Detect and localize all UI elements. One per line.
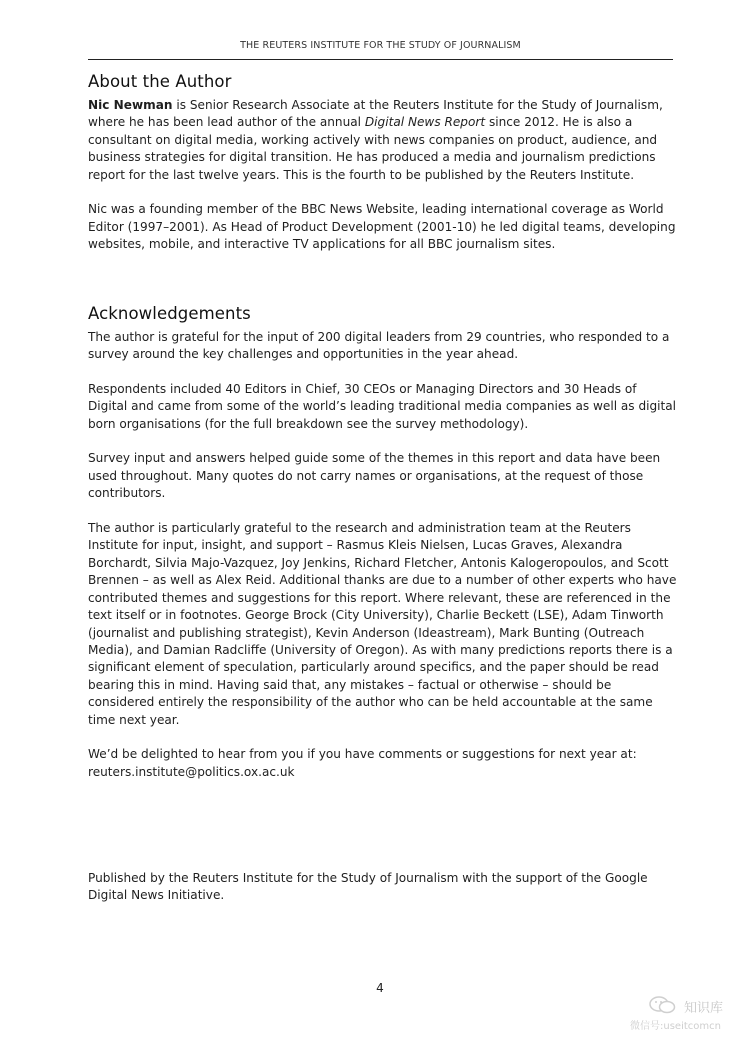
- ack-paragraph-2: Respondents included 40 Editors in Chief, 30 CEOs or Managing Directors and 30 Heads of Digital and came from some of the world’s leading traditional media companies as well as digital born organisations (for the full breakdown see the survey methodology).: [88, 381, 677, 431]
- watermark-id: 微信号:useitcomcn: [630, 1021, 721, 1032]
- report-title: Digital News Report: [364, 115, 486, 130]
- watermark: [628, 993, 738, 1033]
- acknowledgements-section: [88, 304, 678, 782]
- about-text-b: since 2012. He is also a consultant on digital media, working actively with news companies on product, audience, and business strategies for digital transition. He has produced a media and journalism predictions report for the last twelve years. This is the fourth to be published by the Reuters Institute.: [88, 115, 658, 182]
- author-name: Nic Newman: [88, 98, 173, 112]
- ack-paragraph-3: Survey input and answers helped guide some of the themes in this report and data have been used throughout. Many quotes do not carry names or organisations, at the request of those contributors.: [88, 451, 661, 501]
- published-note: Published by the Reuters Institute for the Study of Journalism with the support of the Google Digital News Initiative.: [88, 871, 648, 903]
- running-header: THE REUTERS INSTITUTE FOR THE STUDY OF JOURNALISM: [240, 40, 521, 51]
- about-paragraph-1: [88, 97, 678, 184]
- main-content: [88, 70, 678, 799]
- ack-paragraph-4: The author is particularly grateful to the research and administration team at the Reuters Institute for input, insight, and support – Rasmus Kleis Nielsen, Lucas Graves, Alexandra Borchardt, Silvia Majo-Vazquez, Joy Jenkins, Richard Fletcher, Antonis Kalogeropoulos, and Scott Brennen – as well as Alex Reid. Additional thanks are due to a number of other experts who have contributed themes and suggestions for this report. Where relevant, these are referenced in the text itself or in footnotes. George Brock (City University), Charlie Beckett (LSE), Adam Tinworth (journalist and publishing strategist), Kevin Anderson (Ideastream), Mark Bunting (Outreach Media), and Damian Radcliffe (University of Oregon). As with many predictions reports there is a significant element of speculation, particularly around specifics, and the paper should be read bearing this in mind. Having said that, any mistakes – factual or otherwise – should be considered entirely the responsibility of the author who can be held accountable at the same time next year.: [88, 521, 677, 727]
- watermark-brand: 知识库: [684, 1001, 724, 1016]
- about-heading: About the Author: [88, 72, 232, 91]
- about-paragraph-2: Nic was a founding member of the BBC News Website, leading international coverage as World Editor (1997–2001). As Head of Product Development (2001-10) he led digital teams, developing websites, mobile, and interactive TV applications for all BBC journalism sites.: [88, 202, 676, 252]
- about-text-a: is Senior Research Associate at the Reuters Institute for the Study of Journalism, where he has been lead author of the annual: [88, 98, 663, 130]
- acknowledgements-heading: Acknowledgements: [88, 303, 251, 323]
- wechat-icon: [648, 995, 678, 1018]
- about-section: [88, 72, 678, 254]
- ack-paragraph-5: We’d be delighted to hear from you if you have comments or suggestions for next year at: reuters.institute@politics.ox.ac.uk: [88, 747, 637, 779]
- ack-paragraph-1: The author is grateful for the input of 200 digital leaders from 29 countries, who responded to a survey around the key challenges and opportunities in the year ahead.: [88, 329, 670, 362]
- header-rule: [88, 59, 673, 60]
- page-number: 4: [376, 981, 384, 995]
